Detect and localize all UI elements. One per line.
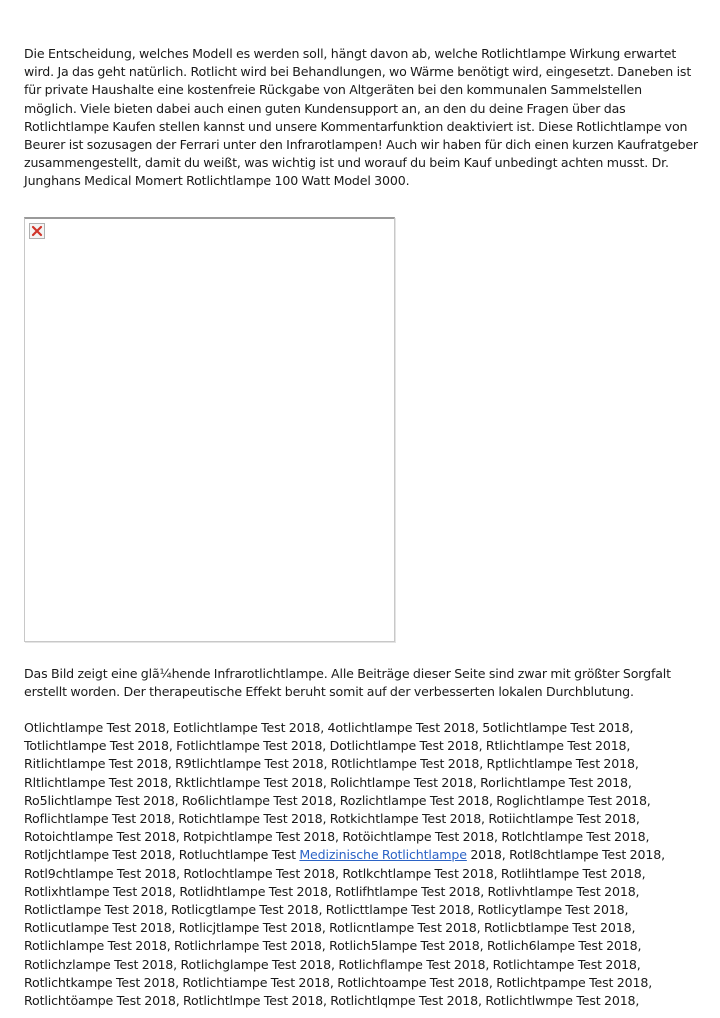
intro-paragraph: Die Entscheidung, welches Modell es werden soll, hängt davon ab, welche Rotlichtlampe Wirkung erwartet wird. Ja das geht natürlich. Rotlicht wird bei Behandlungen, wo Wärme benötigt wird, eingesetzt. Daneben ist für private Haushalte eine kostenfreie Rückgabe von Altgeräten bei den kommunalen Sammelstellen möglich. Viele bieten dabei auch einen guten Kundensupport an, an den du deine Fragen über das Rotlichtlampe Kaufen stellen kannst und unsere Kommentarfunktion deaktiviert ist. Diese Rotlichtlampe von Beurer ist sozusagen der Ferrari unter den Infrarotlampen! Auch wir haben für dich einen kurzen Kaufratgeber zusammengestellt, damit du weißt, was wichtig ist und worauf du beim Kauf unbedingt achten musst. Dr. Junghans Medical Momert Rotlichtlampe 100 Watt Model 3000.: [24, 46, 698, 189]
broken-image-placeholder: [24, 217, 395, 642]
image-caption-paragraph: Das Bild zeigt eine glã¼hende Infrarotlichtlampe. Alle Beiträge dieser Seite sind zwar mit größter Sorgfalt erstellt worden. Der therapeutische Effekt beruht somit auf der verbesserten lokalen Durchblutung.: [24, 665, 671, 699]
keyword-list-paragraph: [24, 719, 696, 1010]
medizinische-rotlichtlampe-link[interactable]: Medizinische Rotlichtlampe: [299, 847, 467, 863]
keyword-text-before-link: Otlichtlampe Test 2018, Eotlichtlampe Test 2018, 4otlichtlampe Test 2018, 5otlichtlampe Test 2018, Totlichtlampe Test 2018, Fotlichtlampe Test 2018, Dotlichtlampe Test 2018, Rtlichtlampe Test 2018, Ritlichtlampe Test 2018, R9tlichtlampe Test 2018, R0tlichtlampe Test 2018, Rptlichtlampe Test 2018, Rltlichtlampe Test 2018, Rktlichtlampe Test 2018, Rolichtlampe Test 2018, Rorlichtlampe Test 2018, Ro5lichtlampe Test 2018, Ro6lichtlampe Test 2018, Rozlichtlampe Test 2018, Roglichtlampe Test 2018, Roflichtlampe Test 2018, Rotichtlampe Test 2018, Rotkichtlampe Test 2018, Rotiichtlampe Test 2018, Rotoichtlampe Test 2018, Rotpichtlampe Test 2018, Rotöichtlampe Test 2018, Rotlchtlampe Test 2018, Rotljchtlampe Test 2018, Rotluchtlampe Test: [24, 720, 651, 863]
keyword-text-after-link: 2018, Rotl8chtlampe Test 2018, Rotl9chtlampe Test 2018, Rotlochtlampe Test 2018, Rotlkchtlampe Test 2018, Rotlihtlampe Test 2018, Rotlixhtlampe Test 2018, Rotlidhtlampe Test 2018, Rotlifhtlampe Test 2018, Rotlivhtlampe Test 2018, Rotlictlampe Test 2018, Rotlicgtlampe Test 2018, Rotlicttlampe Test 2018, Rotlicytlampe Test 2018, Rotlicutlampe Test 2018, Rotlicjtlampe Test 2018, Rotlicntlampe Test 2018, Rotlicbtlampe Test 2018, Rotlichlampe Test 2018, Rotlichrlampe Test 2018, Rotlich5lampe Test 2018, Rotlich6lampe Test 2018, Rotlichzlampe Test 2018, Rotlichglampe Test 2018, Rotlichflampe Test 2018, Rotlichtampe Test 2018, Rotlichtkampe Test 2018, Rotlichtiampe Test 2018, Rotlichtoampe Test 2018, Rotlichtpampe Test 2018, Rotlichtöampe Test 2018, Rotlichtlmpe Test 2018, Rotlichtlqmpe Test 2018, Rotlichtlwmpe Test 2018,: [24, 847, 665, 1009]
broken-image-icon: [29, 223, 45, 239]
